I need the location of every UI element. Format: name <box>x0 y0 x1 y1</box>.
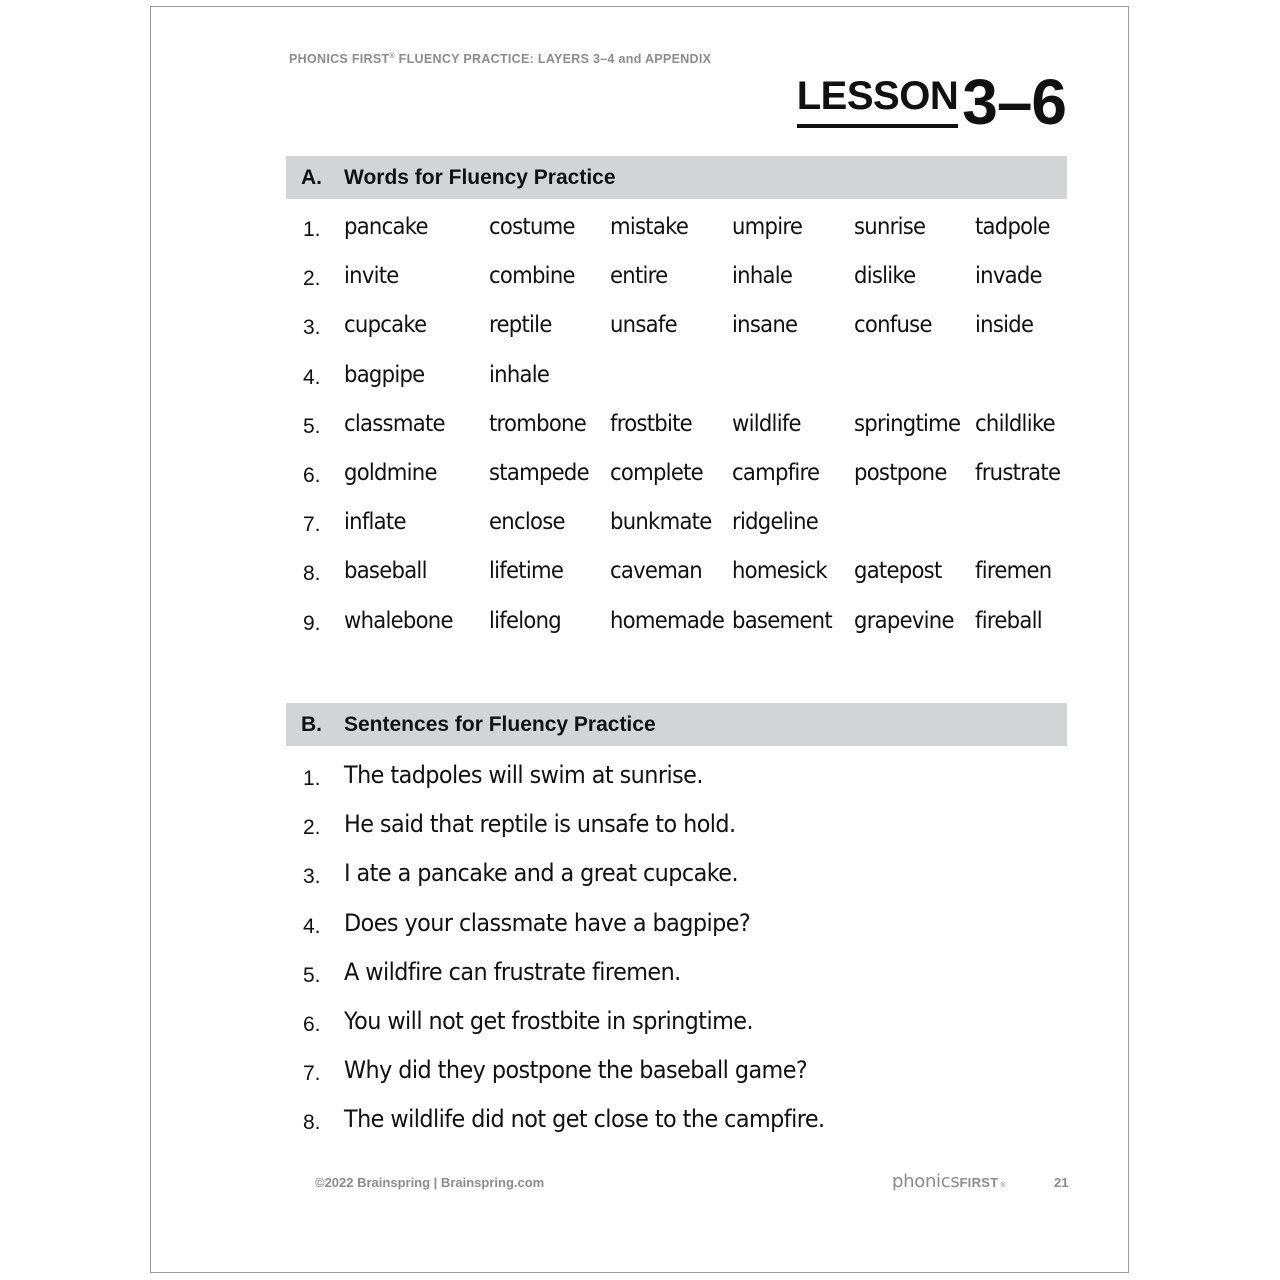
word: springtime <box>854 410 961 437</box>
section-a-header <box>286 156 1067 199</box>
sentence-text: You will not get frostbite in springtime. <box>344 1006 754 1035</box>
sentence-number: 2. <box>303 816 321 840</box>
footer-copyright: ©2022 Brainspring | Brainspring.com <box>315 1175 545 1190</box>
row-number: 2. <box>303 267 321 291</box>
word: wildlife <box>732 410 801 437</box>
word: inside <box>975 312 1034 339</box>
word: childlike <box>975 410 1055 437</box>
word: entire <box>610 263 668 290</box>
sentence-text: The wildlife did not get close to the campfire. <box>344 1105 825 1134</box>
sentence-text: Does your classmate have a bagpipe? <box>344 908 751 937</box>
word: sunrise <box>854 214 926 240</box>
word: inhale <box>489 361 550 388</box>
word: frustrate <box>975 459 1061 486</box>
word: homemade <box>610 607 725 634</box>
word: bunkmate <box>610 509 712 536</box>
word: tadpole <box>975 214 1050 240</box>
word: basement <box>732 607 832 634</box>
row-number: 3. <box>303 316 321 340</box>
row-number: 4. <box>303 365 321 389</box>
section-a-title: Words for Fluency Practice <box>344 165 616 189</box>
word: caveman <box>610 558 702 585</box>
word: classmate <box>344 410 445 437</box>
running-head-brand: PHONICS FIRST <box>289 52 390 66</box>
page-number: 21 <box>1054 1175 1069 1190</box>
word: trombone <box>489 410 587 437</box>
word: homesick <box>732 558 827 585</box>
word: cupcake <box>344 312 427 339</box>
sentence-number: 8. <box>303 1111 321 1135</box>
logo-phonics-text: phonics <box>892 1171 960 1192</box>
sentence-text: I ate a pancake and a great cupcake. <box>344 859 738 888</box>
word: costume <box>489 214 575 240</box>
row-number: 6. <box>303 463 321 487</box>
logo-registered-mark: ® <box>999 1181 1007 1189</box>
word: lifetime <box>489 558 564 585</box>
word: whalebone <box>344 607 453 634</box>
word: enclose <box>489 509 565 536</box>
sentence-number: 6. <box>303 1012 321 1036</box>
lesson-label: LESSON <box>797 76 958 128</box>
word: ridgeline <box>732 509 819 536</box>
running-head-subtitle: FLUENCY PRACTICE: LAYERS 3–4 and APPENDIX <box>394 52 712 66</box>
word: mistake <box>610 214 689 240</box>
registered-mark: ® <box>389 53 395 60</box>
sentence-number: 7. <box>303 1062 321 1086</box>
word: complete <box>610 459 703 486</box>
section-b-letter: B. <box>301 712 322 736</box>
sentence-number: 4. <box>303 914 321 938</box>
phonics-first-logo <box>892 1171 1007 1192</box>
word: invade <box>975 263 1042 290</box>
word: goldmine <box>344 459 437 486</box>
word: umpire <box>732 214 803 240</box>
word: pancake <box>344 214 428 240</box>
row-number: 5. <box>303 414 321 438</box>
section-a-letter: A. <box>301 165 322 189</box>
sentence-text: The tadpoles will swim at sunrise. <box>344 761 703 789</box>
word: reptile <box>489 312 552 339</box>
word: inflate <box>344 509 406 536</box>
row-number: 9. <box>303 611 321 635</box>
sentence-number: 3. <box>303 865 321 889</box>
word: postpone <box>854 459 947 486</box>
sentence-text: A wildfire can frustrate firemen. <box>344 957 681 986</box>
row-number: 8. <box>303 562 321 586</box>
word: confuse <box>854 312 932 339</box>
logo-first-text: FIRST <box>959 1175 999 1190</box>
sentence-number: 5. <box>303 963 321 987</box>
row-number: 1. <box>303 218 321 241</box>
word: baseball <box>344 558 427 585</box>
word: lifelong <box>489 607 562 634</box>
word: inhale <box>732 263 793 290</box>
lesson-title <box>796 66 1066 138</box>
row-number: 7. <box>303 513 321 537</box>
section-b-title: Sentences for Fluency Practice <box>344 712 656 736</box>
word: stampede <box>489 459 589 486</box>
word: unsafe <box>610 312 677 339</box>
word: insane <box>732 312 798 339</box>
word: gatepost <box>854 558 942 585</box>
word: frostbite <box>610 410 692 437</box>
word: grapevine <box>854 607 954 634</box>
section-b-header <box>286 703 1067 746</box>
word: bagpipe <box>344 361 425 388</box>
word: combine <box>489 263 575 290</box>
word: fireball <box>975 607 1042 634</box>
word: campfire <box>732 459 820 486</box>
sentence-text: Why did they postpone the baseball game? <box>344 1056 808 1085</box>
word: invite <box>344 263 399 290</box>
word: firemen <box>975 558 1052 585</box>
word: dislike <box>854 263 916 290</box>
lesson-number: 3–6 <box>962 66 1066 138</box>
sentence-number: 1. <box>303 767 321 790</box>
running-head <box>289 52 711 66</box>
sentence-text: He said that reptile is unsafe to hold. <box>344 810 736 839</box>
